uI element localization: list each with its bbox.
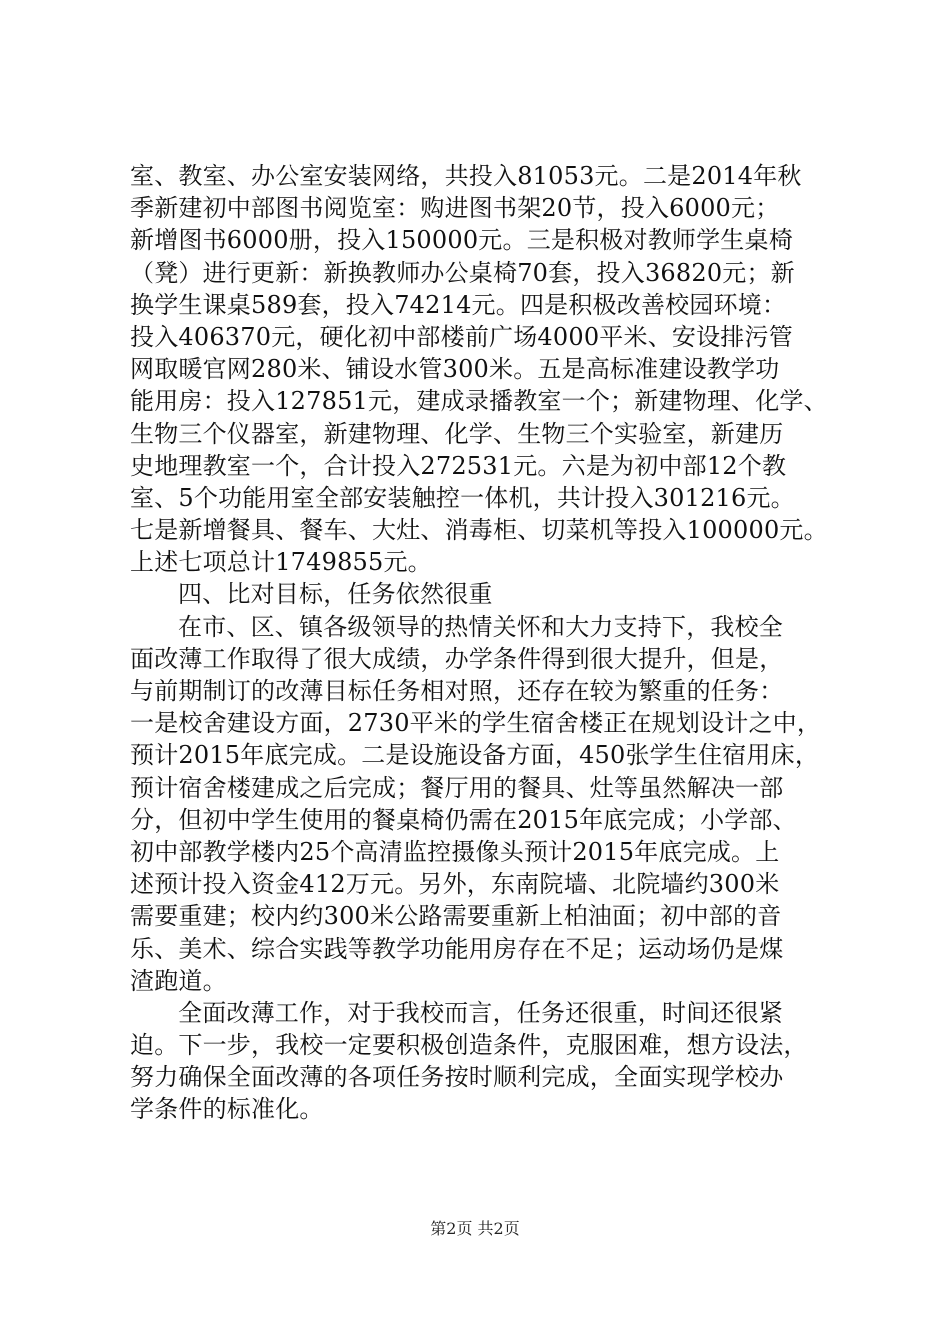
text-line: 网取暖官网280米、铺设水管300米。五是高标准建设教学功: [130, 355, 780, 384]
text-line: 分，但初中学生使用的餐桌椅仍需在2015年底完成；小学部、: [130, 805, 797, 834]
text-line: 换学生课桌589套，投入74214元。四是积极改善校园环境：: [130, 290, 787, 319]
text-line: 初中部教学楼内25个高清监控摄像头预计2015年底完成。上: [130, 837, 780, 866]
text-line: 迫。下一步，我校一定要积极创造条件，克服困难，想方设法，: [130, 1031, 808, 1060]
text-line: 生物三个仪器室，新建物理、化学、生物三个实验室，新建历: [130, 419, 784, 448]
text-line: 能用房：投入127851元，建成录播教室一个；新建物理、化学、: [130, 387, 828, 416]
text-line: 预计宿舍楼建成之后完成；餐厅用的餐具、灶等虽然解决一部: [130, 773, 784, 802]
text-line: 上述七项总计1749855元。: [130, 548, 432, 577]
text-line: 预计2015年底完成。二是设施设备方面，450张学生住宿用床，: [130, 741, 820, 770]
text-line: 季新建初中部图书阅览室：购进图书架20节，投入6000元；: [130, 194, 780, 223]
text-line: 室、教室、办公室安装网络，共投入81053元。二是2014年秋: [130, 162, 802, 190]
document-body: [130, 160, 830, 1126]
text-line: 述预计投入资金412万元。另外，东南院墙、北院墙约300米: [130, 870, 780, 899]
text-line: 一是校舍建设方面，2730平米的学生宿舍楼正在规划设计之中，: [130, 709, 822, 738]
text-line: 渣跑道。: [130, 966, 227, 995]
text-line: 面改薄工作取得了很大成绩，办学条件得到很大提升，但是，: [130, 644, 784, 673]
text-line: 乐、美术、综合实践等教学功能用房存在不足；运动场仍是煤: [130, 934, 784, 963]
text-line: 史地理教室一个，合计投入272531元。六是为初中部12个教: [130, 451, 787, 480]
text-line: （凳）进行更新：新换教师办公桌椅70套，投入36820元；新: [130, 258, 795, 287]
text-line: 七是新增餐具、餐车、大灶、消毒柜、切菜机等投入100000元。: [130, 516, 828, 545]
text-line: 需要重建；校内约300米公路需要重新上柏油面；初中部的音: [130, 902, 782, 931]
paragraph-start-line: 全面改薄工作，对于我校而言，任务还很重，时间还很紧: [178, 998, 783, 1027]
text-line: 室、5个功能用室全部安装触控一体机，共计投入301216元。: [130, 483, 795, 512]
section-heading: 四、比对目标，任务依然很重: [178, 580, 493, 609]
text-line: 与前期制订的改薄目标任务相对照，还存在较为繁重的任务：: [130, 677, 784, 705]
page-number-footer: 第2页 共2页: [430, 1219, 520, 1238]
text-line: 学条件的标准化。: [130, 1095, 324, 1124]
paragraph-start-line: 在市、区、镇各级领导的热情关怀和大力支持下，我校全: [178, 612, 783, 641]
text-line: 新增图书6000册，投入150000元。三是积极对教师学生桌椅: [130, 226, 793, 255]
text-line: 努力确保全面改薄的各项任务按时顺利完成，全面实现学校办: [130, 1063, 784, 1092]
text-line: 投入406370元，硬化初中部楼前广场4000平米、安设排污管: [130, 322, 793, 351]
